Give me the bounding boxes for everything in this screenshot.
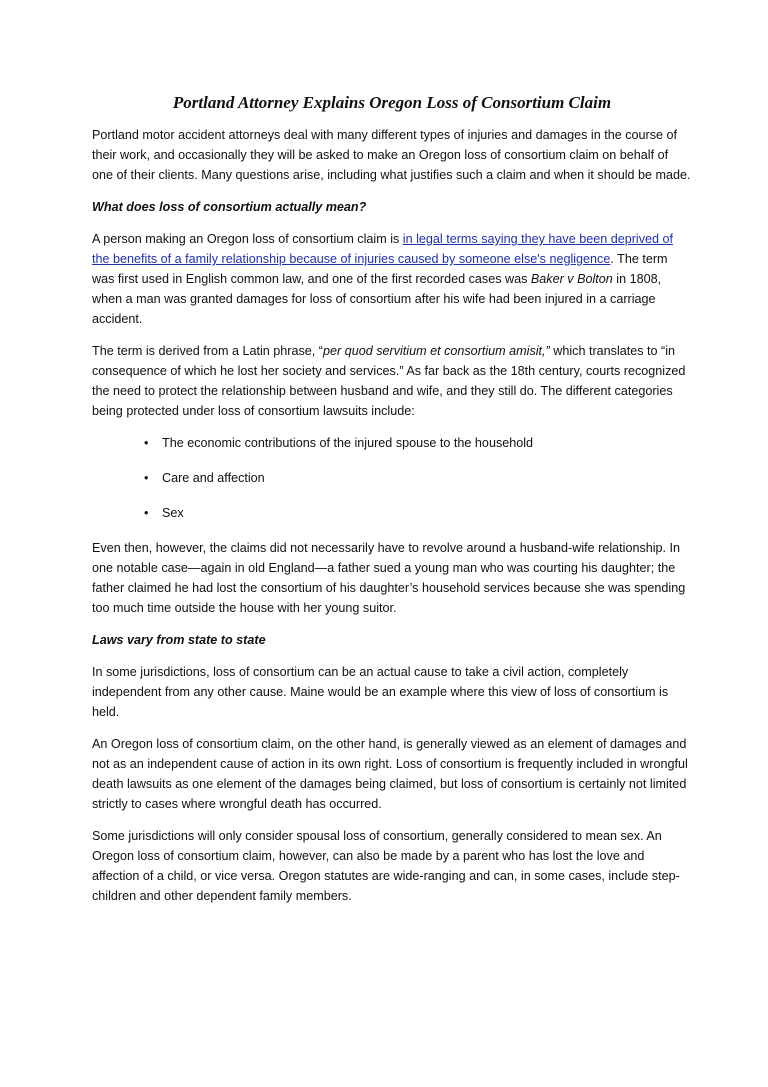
bullet-icon: •: [144, 506, 149, 520]
latin-intro: The term is derived from a Latin phrase, “: [92, 344, 323, 358]
oregon-claim-paragraph: An Oregon loss of consortium claim, on the other hand, is generally viewed as an element of damages and not as an independent cause of action in its own right. Loss of consortium is frequently included in wrongful death lawsuits as one element of the damages being claimed, but loss of consortium is certainly not limited strictly to cases where wrongful death has occurred.: [92, 737, 688, 811]
list-item: [92, 503, 692, 523]
definition-paragraph: [92, 229, 692, 329]
list-item: [92, 468, 692, 488]
document-title: Portland Attorney Explains Oregon Loss of Consortium Claim: [172, 93, 612, 112]
definition-text: A person making an Oregon loss of consortium claim is: [92, 232, 403, 246]
case-name: Baker v Bolton: [530, 272, 613, 286]
notable-case-paragraph: Even then, however, the claims did not necessarily have to revolve around a husband-wife relationship. In one notable case—again in old England—a father sued a young man who was courting his daughter; the father claimed he had lost the consortium of his daughter’s household services because she was spending too much time outside the house with her young suitor.: [92, 541, 686, 615]
definition-text-cont: . The term was first used in English common law, and one of the first recorded cases was: [92, 252, 668, 286]
list-item-text: Care and affection: [162, 471, 265, 485]
latin-phrase-paragraph: [92, 341, 692, 421]
latin-phrase: per quod servitium et consortium amisit,”: [322, 344, 550, 358]
document-page: [92, 92, 692, 918]
section-heading-meaning: What does loss of consortium actually mean?: [92, 200, 367, 214]
list-item-text: Sex: [162, 506, 184, 520]
spousal-paragraph: Some jurisdictions will only consider spousal loss of consortium, generally considered to mean sex. An Oregon loss of consortium claim, however, can also be made by a parent who has lost the love and affection of a child, or vice versa. Oregon statutes are wide-ranging and can, in some cases, include step-children and other dependent family members.: [92, 829, 680, 903]
definition-text-end: in 1808, when a man was granted damages for loss of consortium after his wife had been injured in a carriage accident.: [92, 272, 662, 326]
intro-paragraph: Portland motor accident attorneys deal with many different types of injuries and damages in the course of their work, and occasionally they will be asked to make an Oregon loss of consortium claim on behalf of one of their clients. Many questions arise, including what justifies such a claim and when it should be made.: [92, 128, 691, 182]
bullet-icon: •: [144, 436, 149, 450]
categories-list: [92, 433, 692, 523]
section-heading-laws: Laws vary from state to state: [92, 633, 266, 647]
jurisdictions-paragraph: In some jurisdictions, loss of consortium can be an actual cause to take a civil action, completely independent from any other cause. Maine would be an example where this view of loss of consortium is held.: [92, 665, 669, 719]
legal-terms-link[interactable]: in legal terms saying they have been deprived of the benefits of a family relationship because of injuries caused by someone else's negligence: [92, 232, 674, 266]
list-item-text: The economic contributions of the injured spouse to the household: [162, 436, 534, 450]
list-item: [92, 433, 692, 453]
bullet-icon: •: [144, 471, 149, 485]
latin-translation: which translates to “in consequence of which he lost her society and services.” As far back as the 18th century, courts recognized the need to protect the relationship between husband and wife, and they still do. The different categories being protected under loss of consortium lawsuits include:: [92, 344, 686, 418]
